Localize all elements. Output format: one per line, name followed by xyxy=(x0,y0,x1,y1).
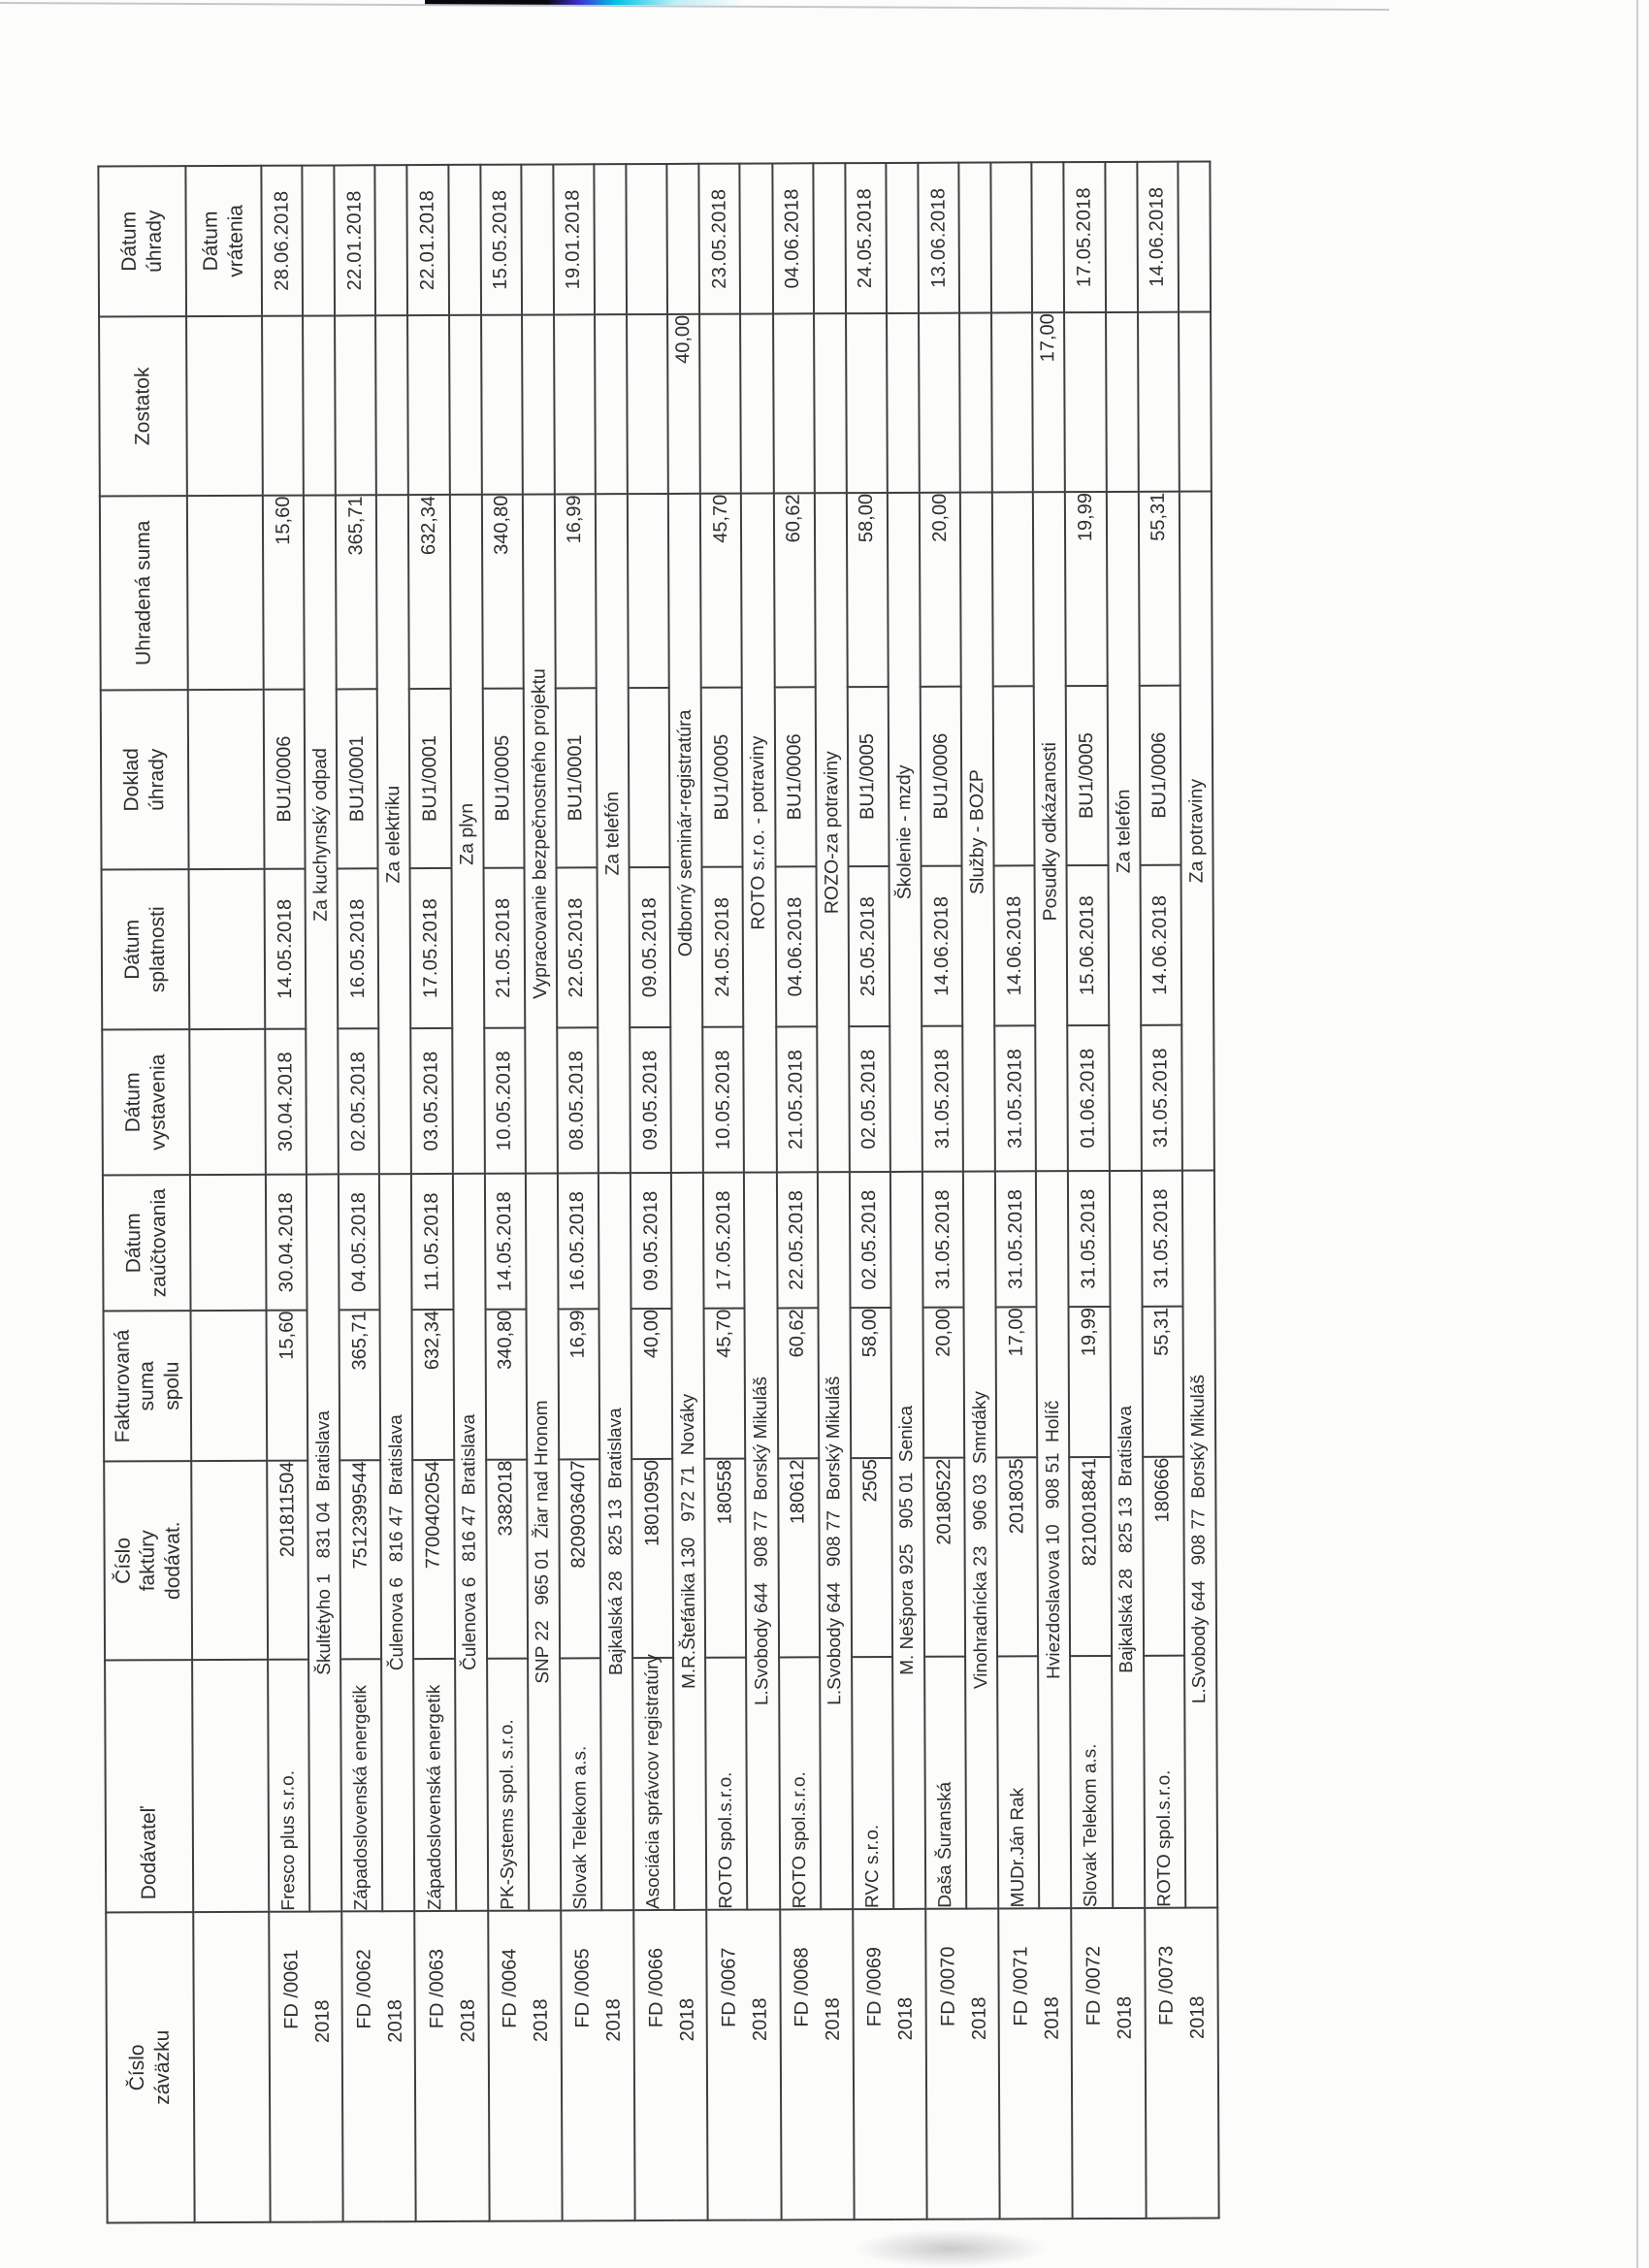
zavazok-year: 2018 xyxy=(603,1998,626,2042)
cell-due-date: 21.05.2018 xyxy=(483,868,525,1028)
zavazok-number: FD /0064 xyxy=(499,1948,522,2028)
cell-payment-doc: BU1/0001 xyxy=(337,689,378,868)
cell-invoiced-amount: 340,80 xyxy=(485,1310,527,1460)
cell-return-date xyxy=(375,165,408,315)
cell-supplier: PK-Systems spol. s.r.o. xyxy=(487,1659,529,1911)
scan-smudge xyxy=(854,2229,1048,2268)
cell-payment-doc: BU1/0005 xyxy=(482,689,524,868)
cell-due-date: 14.06.2018 xyxy=(1140,865,1181,1025)
cell-balance-main xyxy=(481,315,523,495)
cell-invoiced-amount: 17,00 xyxy=(996,1307,1038,1457)
cell-payment-doc: BU1/0006 xyxy=(774,687,816,866)
cell-balance-main xyxy=(627,314,668,494)
cell-note: Za telefón xyxy=(1106,492,1141,1171)
zavazok-number: FD /0066 xyxy=(645,1947,667,2028)
cell-balance xyxy=(595,314,628,494)
cell-supplier-address: Bajkalská 28 825 13 Bratislava xyxy=(1109,1171,1144,1908)
zavazok-number: FD /0063 xyxy=(426,1948,448,2029)
cell-posting-date: 14.05.2018 xyxy=(485,1174,527,1310)
cell-note: Za kuchynský odpad xyxy=(304,495,339,1174)
cell-zavazok xyxy=(925,1908,1000,2219)
cell-issue-date: 09.05.2018 xyxy=(630,1027,671,1173)
cell-invoiced-amount: 20,00 xyxy=(922,1308,964,1458)
cell-note: Za telefón xyxy=(596,494,630,1173)
cell-issue-date: 08.05.2018 xyxy=(557,1027,598,1173)
cell-balance xyxy=(740,313,773,493)
cell-paid-amount: 16,99 xyxy=(555,494,597,688)
cell-paid-amount: 632,34 xyxy=(408,495,450,689)
cell-paid-amount xyxy=(628,494,669,688)
cell-payment-date: 23.05.2018 xyxy=(699,164,741,314)
subheader-empty xyxy=(191,1311,268,1461)
cell-balance xyxy=(522,314,555,494)
cell-posting-date: 30.04.2018 xyxy=(266,1175,307,1311)
cell-return-date xyxy=(740,163,773,313)
zavazok-year: 2018 xyxy=(676,1997,698,2042)
cell-balance-main xyxy=(1064,312,1106,492)
cell-supplier-address: L.Svobody 644 908 77 Borský Mikuláš xyxy=(744,1172,779,1909)
cell-invoice-number: 180558 xyxy=(705,1459,747,1658)
cell-issue-date: 02.05.2018 xyxy=(849,1026,890,1172)
cell-balance-main xyxy=(554,314,596,494)
cell-due-date: 17.05.2018 xyxy=(410,868,452,1028)
cell-supplier: ROTO spol.s.r.o. xyxy=(1144,1656,1185,1908)
cell-invoice-number: 8209036407 xyxy=(559,1459,600,1658)
zavazok-year: 2018 xyxy=(1186,1995,1210,2040)
cell-balance-main xyxy=(991,312,1033,492)
header-datum-zauctovania: Dátum zaúčtovania xyxy=(103,1175,191,1311)
cell-issue-date: 01.06.2018 xyxy=(1068,1025,1110,1171)
cell-note: Školenie - mzdy xyxy=(888,493,922,1172)
cell-invoiced-amount: 60,62 xyxy=(777,1308,819,1458)
cell-payment-doc: BU1/0006 xyxy=(264,690,306,869)
cell-posting-date: 04.05.2018 xyxy=(339,1174,380,1310)
cell-invoiced-amount: 365,71 xyxy=(340,1310,381,1460)
cell-note: Za plyn xyxy=(449,495,484,1174)
cell-posting-date: 31.05.2018 xyxy=(922,1172,964,1308)
cell-invoiced-amount: 15,60 xyxy=(267,1311,308,1461)
cell-paid-amount: 365,71 xyxy=(336,495,377,689)
cell-paid-amount: 58,00 xyxy=(847,493,889,687)
cell-invoice-number: 18010950 xyxy=(631,1459,673,1658)
cell-invoiced-amount: 40,00 xyxy=(631,1309,673,1459)
subheader-row xyxy=(185,166,270,2222)
header-dodavatel: Dodávateľ xyxy=(105,1660,193,1912)
cell-balance: 17,00 xyxy=(1032,312,1065,492)
cell-balance xyxy=(959,312,992,492)
zavazok-year: 2018 xyxy=(1041,1996,1063,2040)
cell-posting-date: 02.05.2018 xyxy=(850,1172,891,1308)
cell-note: Posudky odkázanosti xyxy=(1033,492,1068,1171)
subheader-empty xyxy=(193,1912,270,2222)
header-datum-vystavenia: Dátum vystavenia xyxy=(102,1029,190,1175)
cell-payment-date: 19.01.2018 xyxy=(553,164,595,314)
cell-return-date xyxy=(302,165,335,315)
cell-payment-date: 04.06.2018 xyxy=(772,163,814,313)
cell-zavazok xyxy=(341,1911,416,2221)
cell-balance xyxy=(814,313,847,493)
cell-supplier-address: Bajkalská 28 825 13 Bratislava xyxy=(598,1173,633,1910)
cell-balance-main xyxy=(846,313,888,493)
cell-note: ROZO-za potraviny xyxy=(815,493,850,1172)
cell-balance: 40,00 xyxy=(667,314,700,494)
cell-return-date xyxy=(667,164,700,314)
cell-payment-doc: BU1/0005 xyxy=(1066,686,1108,865)
cell-payment-doc: BU1/0005 xyxy=(847,687,889,866)
header-cislo-faktury: Číslo faktúry dodávat. xyxy=(104,1461,192,1660)
cell-payment-doc: BU1/0006 xyxy=(1139,686,1180,865)
header-zostatok: Zostatok xyxy=(99,316,187,496)
cell-due-date: 14.06.2018 xyxy=(994,865,1036,1025)
cell-due-date: 24.05.2018 xyxy=(702,867,744,1027)
cell-supplier: Fresco plus s.r.o. xyxy=(268,1660,309,1912)
zavazok-year: 2018 xyxy=(311,1999,334,2044)
cell-issue-date: 03.05.2018 xyxy=(411,1028,453,1174)
cell-posting-date: 31.05.2018 xyxy=(1142,1171,1183,1307)
cell-payment-date: 22.01.2018 xyxy=(335,165,376,315)
zavazok-number: FD /0072 xyxy=(1083,1946,1105,2026)
header-fakturovana-suma: Fakturovaná suma spolu xyxy=(104,1311,192,1461)
cell-supplier: Slovak Telekom a.s. xyxy=(560,1658,601,1910)
cell-zavazok xyxy=(415,1911,490,2221)
zavazok-number: FD /0065 xyxy=(571,1948,595,2028)
header-datum-uhrady: Dátum úhrady xyxy=(98,166,186,316)
cell-supplier-address: Čulenova 6 816 47 Bratislava xyxy=(379,1174,414,1911)
cell-supplier-address: M.R.Štefánika 130 972 71 Nováky xyxy=(671,1173,706,1910)
cell-zavazok xyxy=(853,1909,927,2219)
cell-posting-date: 31.05.2018 xyxy=(995,1171,1037,1307)
cell-return-date xyxy=(813,163,846,313)
cell-return-date xyxy=(958,162,991,312)
cell-supplier-address: Vinohradnícka 23 906 03 Smrdáky xyxy=(963,1171,998,1908)
cell-balance-main xyxy=(919,313,960,493)
subheader-datum-vratenia: Dátum vrátenia xyxy=(185,166,262,316)
cell-return-date xyxy=(448,165,481,315)
cell-invoice-number: 7512399544 xyxy=(340,1460,381,1659)
cell-return-date xyxy=(594,164,627,314)
cell-paid-amount: 45,70 xyxy=(700,494,742,688)
cell-balance-main xyxy=(773,313,815,493)
cell-payment-doc xyxy=(629,688,670,867)
zavazok-year: 2018 xyxy=(822,1997,844,2041)
zavazok-number: FD /0068 xyxy=(791,1947,813,2027)
cell-payment-doc: BU1/0001 xyxy=(556,688,598,867)
cell-zavazok xyxy=(633,1910,708,2220)
cell-payment-date: 28.06.2018 xyxy=(261,166,303,316)
cell-paid-amount xyxy=(992,492,1034,686)
invoice-ledger-table xyxy=(97,161,1219,2224)
cell-zavazok xyxy=(780,1909,855,2219)
cell-supplier: Západoslovenská energetik xyxy=(340,1659,382,1911)
rotated-table-container xyxy=(97,163,1219,2224)
zavazok-year: 2018 xyxy=(457,1998,479,2043)
cell-zavazok xyxy=(269,1911,343,2221)
cell-invoice-number: 3382018 xyxy=(486,1460,528,1659)
cell-supplier-address: Čulenova 6 816 47 Bratislava xyxy=(452,1174,487,1911)
cell-supplier-address: SNP 22 965 01 Žiar nad Hronom xyxy=(526,1173,561,1910)
zavazok-number: FD /0067 xyxy=(718,1947,740,2028)
cell-issue-date: 31.05.2018 xyxy=(1141,1025,1182,1171)
cell-due-date: 25.05.2018 xyxy=(848,866,889,1026)
cell-invoiced-amount: 19,99 xyxy=(1069,1307,1111,1457)
cell-invoice-number: 2018035 xyxy=(996,1457,1038,1656)
cell-invoiced-amount: 45,70 xyxy=(704,1309,746,1459)
cell-note: Za potraviny xyxy=(1180,492,1214,1171)
cell-payment-doc: BU1/0006 xyxy=(921,687,962,866)
zavazok-year: 2018 xyxy=(894,1996,918,2041)
cell-invoiced-amount: 58,00 xyxy=(850,1308,891,1458)
cell-balance-main xyxy=(699,314,741,494)
cell-balance xyxy=(375,315,408,495)
cell-paid-amount: 60,62 xyxy=(773,493,815,687)
cell-invoice-number: 2505 xyxy=(851,1458,892,1657)
cell-supplier-address: Škultétyho 1 831 04 Bratislava xyxy=(307,1174,341,1911)
cell-paid-amount: 20,00 xyxy=(920,493,961,687)
cell-note: Za elektriku xyxy=(376,495,411,1174)
cell-note: Odborný seminár-registratúra xyxy=(668,494,703,1173)
header-datum-splatnosti: Dátum splatnosti xyxy=(102,869,190,1029)
cell-balance-main xyxy=(407,315,449,495)
cell-due-date: 04.06.2018 xyxy=(775,866,817,1026)
cell-issue-date: 21.05.2018 xyxy=(776,1026,818,1172)
cell-due-date: 16.05.2018 xyxy=(338,868,379,1028)
zavazok-number: FD /0061 xyxy=(280,1949,303,2029)
cell-payment-doc: BU1/0005 xyxy=(701,688,743,867)
subheader-empty xyxy=(186,316,263,496)
paper-right-edge-line xyxy=(1636,0,1638,2268)
cell-balance xyxy=(1106,312,1139,492)
cell-zavazok xyxy=(998,1908,1073,2219)
cell-supplier: Slovak Telekom a.s. xyxy=(1070,1656,1112,1908)
cell-issue-date: 10.05.2018 xyxy=(703,1027,745,1173)
cell-payment-date: 22.01.2018 xyxy=(407,165,449,315)
cell-zavazok xyxy=(561,1910,635,2220)
zavazok-year: 2018 xyxy=(968,1996,990,2041)
cell-invoice-number: 180666 xyxy=(1143,1457,1184,1656)
cell-posting-date: 11.05.2018 xyxy=(411,1174,453,1310)
cell-payment-date: 15.05.2018 xyxy=(480,165,522,315)
cell-note: Vypracovanie bezpečnostného projektu xyxy=(523,494,558,1173)
zavazok-number: FD /0071 xyxy=(1010,1946,1032,2026)
cell-paid-amount: 55,31 xyxy=(1138,492,1180,686)
cell-payment-date: 17.05.2018 xyxy=(1064,162,1106,312)
cell-issue-date: 30.04.2018 xyxy=(265,1029,307,1175)
cell-posting-date: 22.05.2018 xyxy=(776,1172,818,1308)
cell-return-date xyxy=(521,164,554,314)
cell-due-date: 14.06.2018 xyxy=(922,866,963,1026)
cell-invoiced-amount: 632,34 xyxy=(412,1310,454,1460)
zavazok-number: FD /0062 xyxy=(353,1949,375,2029)
cell-supplier: ROTO spol.s.r.o. xyxy=(779,1657,821,1909)
cell-balance-main xyxy=(335,315,376,495)
cell-payment-doc xyxy=(993,686,1035,865)
cell-supplier-address: M. Nešpora 925 905 01 Senica xyxy=(890,1172,925,1909)
cell-invoice-number: 180612 xyxy=(778,1458,820,1657)
cell-invoice-number: 7700402054 xyxy=(413,1460,455,1659)
cell-posting-date: 31.05.2018 xyxy=(1068,1171,1110,1307)
header-cislo-zavazku: Číslo záväzku xyxy=(106,1912,194,2222)
subheader-empty xyxy=(189,1029,266,1175)
cell-supplier: RVC s.r.o. xyxy=(852,1657,893,1909)
cell-return-date xyxy=(1178,162,1211,312)
subheader-empty xyxy=(191,1461,268,1660)
cell-supplier: Západoslovenská energetik xyxy=(414,1659,456,1911)
zavazok-number: FD /0070 xyxy=(936,1946,959,2027)
cell-invoiced-amount: 55,31 xyxy=(1142,1307,1183,1457)
zavazok-year: 2018 xyxy=(530,1998,553,2043)
cell-supplier-address: L.Svobody 644 908 77 Borský Mikuláš xyxy=(1182,1171,1218,1908)
cell-supplier: ROTO spol.s.r.o. xyxy=(705,1658,747,1910)
cell-due-date: 09.05.2018 xyxy=(630,867,671,1027)
cell-paid-amount: 19,99 xyxy=(1065,492,1107,686)
cell-supplier: MUDr.Ján Rak xyxy=(997,1656,1039,1908)
cell-payment-date xyxy=(626,164,667,314)
cell-due-date: 15.06.2018 xyxy=(1067,865,1109,1025)
cell-payment-doc: BU1/0001 xyxy=(409,689,451,868)
cell-payment-date xyxy=(991,162,1033,312)
zavazok-number: FD /0069 xyxy=(863,1946,887,2027)
subheader-empty xyxy=(189,869,266,1029)
subheader-empty xyxy=(188,690,265,869)
cell-return-date xyxy=(886,163,919,313)
subheader-empty xyxy=(190,1175,267,1311)
cell-issue-date: 10.05.2018 xyxy=(484,1028,526,1174)
cell-balance-main xyxy=(1138,312,1180,492)
cell-balance-main xyxy=(262,316,304,496)
cell-supplier: Daša Šuranská xyxy=(924,1657,966,1909)
cell-supplier-address: Hviezdoslavova 10 908 51 Holíč xyxy=(1036,1171,1071,1908)
cell-due-date: 14.05.2018 xyxy=(265,869,307,1029)
cell-zavazok xyxy=(1072,1908,1147,2219)
cell-zavazok xyxy=(1145,1907,1219,2218)
cell-posting-date: 09.05.2018 xyxy=(630,1173,672,1309)
cell-supplier: Asociácia správcov registratúry xyxy=(632,1658,674,1910)
cell-payment-date: 14.06.2018 xyxy=(1137,162,1179,312)
cell-invoice-number: 201811504 xyxy=(267,1461,308,1660)
cell-note: ROTO s.r.o. - potraviny xyxy=(741,493,776,1172)
zavazok-year: 2018 xyxy=(749,1997,771,2042)
cell-invoice-number: 20180522 xyxy=(923,1458,965,1657)
cell-issue-date: 31.05.2018 xyxy=(994,1025,1036,1171)
cell-due-date: 22.05.2018 xyxy=(556,867,598,1027)
cell-zavazok xyxy=(488,1910,563,2220)
cell-posting-date: 17.05.2018 xyxy=(703,1173,745,1309)
zavazok-year: 2018 xyxy=(384,1999,406,2043)
header-uhradena-suma: Uhradená suma xyxy=(100,496,188,690)
subheader-empty xyxy=(192,1660,269,1912)
cell-issue-date: 31.05.2018 xyxy=(922,1026,963,1172)
cell-supplier-address: L.Svobody 644 908 77 Borský Mikuláš xyxy=(818,1172,853,1909)
cell-note: Služby - BOZP xyxy=(960,492,995,1171)
cell-balance xyxy=(303,315,336,495)
cell-return-date xyxy=(1105,162,1138,312)
cell-paid-amount: 340,80 xyxy=(482,495,524,689)
header-row xyxy=(98,166,194,2222)
cell-issue-date: 02.05.2018 xyxy=(338,1028,379,1174)
cell-payment-date: 13.06.2018 xyxy=(918,163,959,313)
cell-paid-amount: 15,60 xyxy=(263,496,305,690)
cell-return-date xyxy=(1032,162,1065,312)
cell-posting-date: 16.05.2018 xyxy=(558,1173,599,1309)
header-doklad-uhrady: Doklad úhrady xyxy=(101,690,189,869)
cell-zavazok xyxy=(707,1909,782,2219)
cell-balance xyxy=(887,313,920,493)
cell-balance xyxy=(1179,312,1212,492)
cell-payment-date: 24.05.2018 xyxy=(845,163,887,313)
cell-balance xyxy=(449,315,482,495)
cell-invoice-number: 8210018841 xyxy=(1070,1457,1112,1656)
cell-invoiced-amount: 16,99 xyxy=(558,1309,599,1459)
zavazok-year: 2018 xyxy=(1114,1995,1136,2040)
zavazok-number: FD /0073 xyxy=(1155,1945,1179,2026)
subheader-empty xyxy=(187,496,264,690)
